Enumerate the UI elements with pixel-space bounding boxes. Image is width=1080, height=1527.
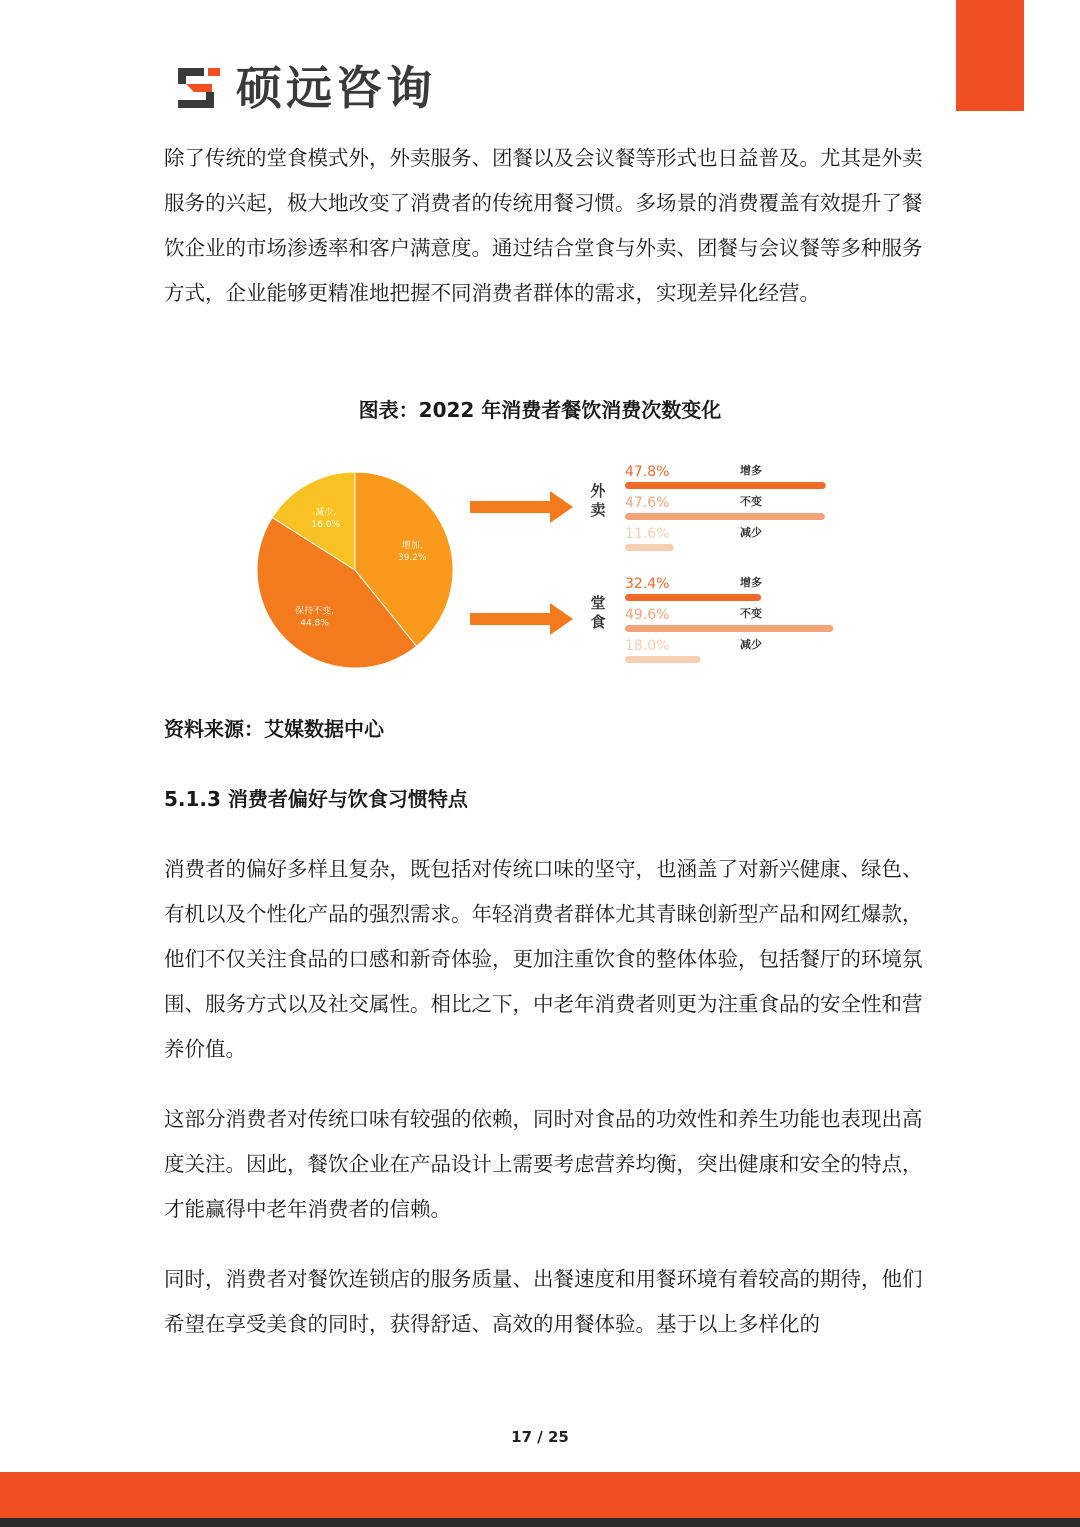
arrow-icon — [470, 603, 573, 635]
bar-category-label: 不变 — [740, 607, 762, 620]
bar-category-label: 不变 — [740, 495, 762, 508]
pie-slice-label: 减少, — [315, 507, 337, 518]
elderly-paragraph: 这部分消费者对传统口味有较强的依赖，同时对食品的功效性和养生功能也表现出高度关注。因此，餐饮企业在产品设计上需要考虑营养均衡，突出健康和安全的特点，才能赢得中老年消费者的信赖。 — [164, 1107, 923, 1221]
bar — [625, 625, 833, 632]
pie-slice-label: 增加, — [401, 540, 423, 551]
bar-value-label: 18.0% — [625, 638, 670, 654]
pie-slice-value: 44.8% — [300, 618, 329, 629]
bar-value-label: 47.6% — [625, 495, 670, 511]
brand-logo — [174, 58, 436, 118]
group-label: 食 — [590, 613, 606, 631]
bar — [625, 482, 826, 489]
figure-source: 资料来源：艾媒数据中心 — [164, 717, 384, 741]
group-label: 卖 — [590, 501, 606, 519]
pie-slice-label: 保持不变, — [295, 606, 334, 617]
bar-value-label: 47.8% — [625, 464, 670, 480]
pie-slice-value: 16.0% — [311, 519, 341, 530]
preferences-paragraph: 消费者的偏好多样且复杂，既包括对传统口味的坚守，也涵盖了对新兴健康、绿色、有机以及个性化产品的强烈需求。年轻消费者群体尤其青睐创新型产品和网红爆款，他们不仅关注食品的口感和新奇体验，更加注重饮食的整体体验，包括餐厅的环境氛围、服务方式以及社交属性。相比之下，中老年消费者则更为注重食品的安全性和营养价值。 — [164, 857, 923, 1061]
footer-line — [0, 1518, 1080, 1527]
bar-category-label: 减少 — [740, 526, 762, 539]
bar-category-label: 增多 — [740, 464, 762, 477]
bar — [625, 594, 761, 601]
bar — [625, 544, 674, 551]
corner-accent-block — [956, 0, 1024, 111]
brand-name: 硕远咨询 — [236, 61, 436, 115]
page-number: 17 / 25 — [511, 1428, 569, 1446]
bar-value-label: 32.4% — [625, 576, 670, 592]
bar-value-label: 49.6% — [625, 607, 670, 623]
group-label: 外 — [590, 482, 606, 500]
bar-value-label: 11.6% — [625, 526, 670, 542]
group-label: 堂 — [590, 594, 606, 612]
service-paragraph: 同时，消费者对餐饮连锁店的服务质量、出餐速度和用餐环境有着较高的期待，他们希望在享受美食的同时，获得舒适、高效的用餐体验。基于以上多样化的 — [164, 1267, 923, 1336]
bar — [625, 656, 701, 663]
consumption-change-chart — [240, 448, 880, 688]
figure-title: 图表：2022 年消费者餐饮消费次数变化 — [358, 398, 722, 422]
bar-category-label: 减少 — [740, 638, 762, 651]
section-heading: 5.1.3 消费者偏好与饮食习惯特点 — [164, 787, 468, 811]
bar — [625, 513, 825, 520]
arrow-icon — [470, 491, 573, 523]
pie-slice-value: 39.2% — [397, 552, 427, 563]
intro-paragraph: 除了传统的堂食模式外，外卖服务、团餐以及会议餐等形式也日益普及。尤其是外卖服务的兴起，极大地改变了消费者的传统用餐习惯。多场景的消费覆盖有效提升了餐饮企业的市场渗透率和客户满意度。通过结合堂食与外卖、团餐与会议餐等多种服务方式，企业能够更精准地把握不同消费者群体的需求，实现差异化经营。 — [164, 146, 923, 305]
logo-mark-icon — [174, 62, 226, 114]
footer-bar — [0, 1472, 1080, 1518]
bar-category-label: 增多 — [740, 576, 762, 589]
